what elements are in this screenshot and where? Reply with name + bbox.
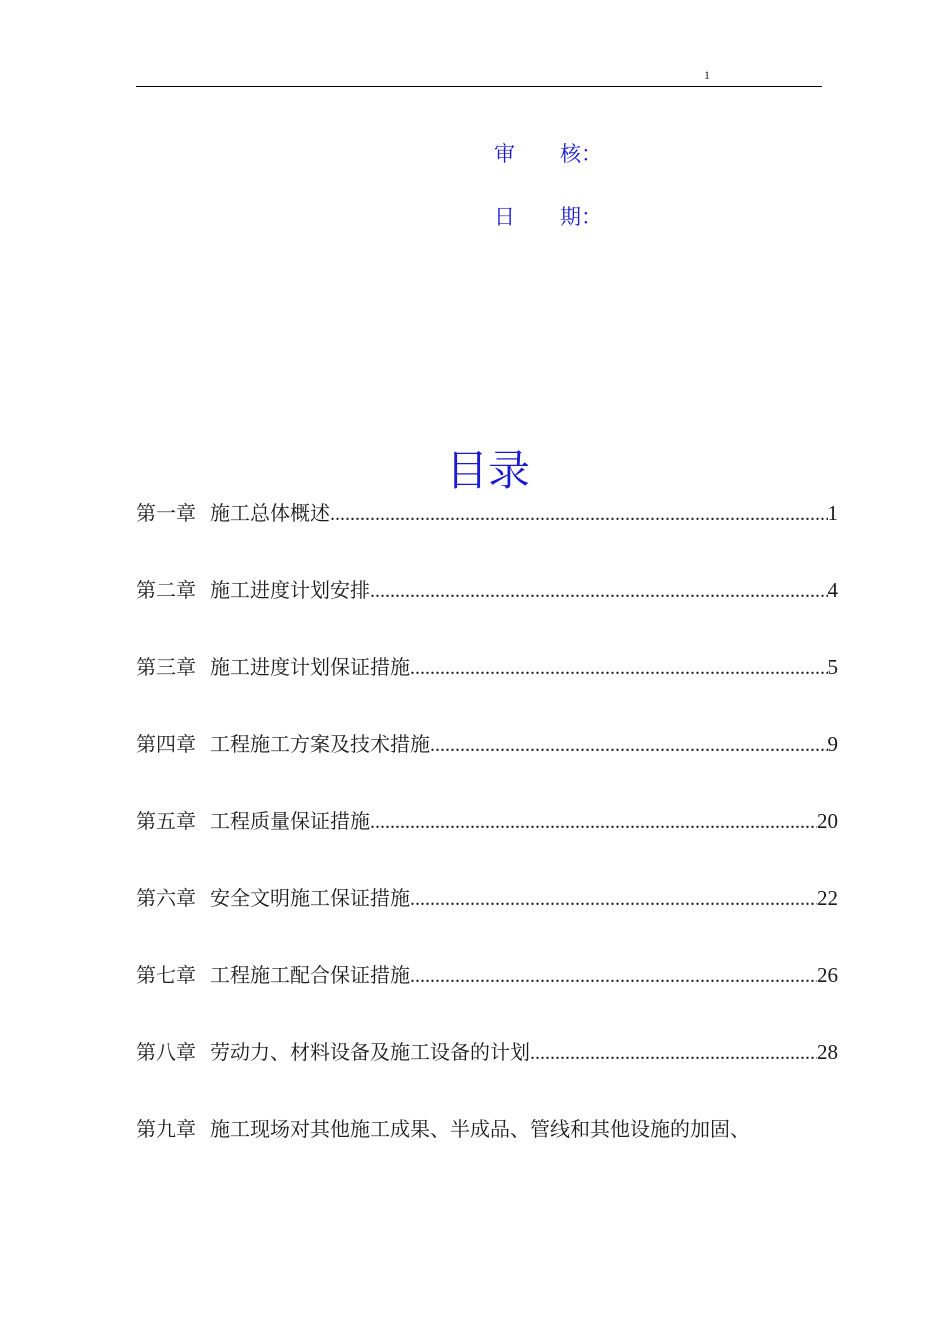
toc-chapter: 第九章 xyxy=(136,1117,196,1141)
review-row xyxy=(494,138,602,168)
toc-chapter: 第六章 xyxy=(136,886,196,910)
toc-entry[interactable] xyxy=(136,959,838,1036)
date-label-a: 日 xyxy=(494,205,515,229)
toc-entry[interactable] xyxy=(136,574,838,651)
header-rule xyxy=(136,86,822,87)
review-label-b: 核： xyxy=(560,142,602,166)
date-row xyxy=(494,201,602,231)
toc-page-number: 5 xyxy=(827,655,838,679)
toc-chapter: 第八章 xyxy=(136,1040,196,1064)
toc-leader xyxy=(370,580,828,603)
toc-leader xyxy=(370,811,817,834)
date-label-b: 期： xyxy=(560,205,602,229)
toc-chapter: 第一章 xyxy=(136,501,196,525)
toc-entry[interactable] xyxy=(136,882,838,959)
toc-entry-title: 工程质量保证措施 xyxy=(210,809,370,833)
toc-page-number: 26 xyxy=(817,963,838,987)
toc-leader xyxy=(410,657,828,680)
toc-page-number: 20 xyxy=(817,809,838,833)
toc-entry[interactable] xyxy=(136,1036,838,1113)
toc-entry-title: 安全文明施工保证措施 xyxy=(210,886,410,910)
toc-entry[interactable] xyxy=(136,651,838,728)
toc-chapter: 第三章 xyxy=(136,655,196,679)
toc-page-number: 9 xyxy=(827,732,838,756)
toc-entry-title: 施工进度计划保证措施 xyxy=(210,655,410,679)
toc-page-number: 4 xyxy=(827,578,838,602)
toc-entry-title: 工程施工配合保证措施 xyxy=(210,963,410,987)
toc-entry-title: 工程施工方案及技术措施 xyxy=(210,732,430,756)
toc-chapter: 第五章 xyxy=(136,809,196,833)
toc-leader xyxy=(430,734,828,757)
toc-entry[interactable] xyxy=(136,1113,838,1190)
toc-entry-title: 施工总体概述 xyxy=(210,501,330,525)
toc-entry-title: 施工现场对其他施工成果、半成品、管线和其他设施的加固、 xyxy=(210,1117,750,1141)
toc-entry[interactable] xyxy=(136,805,838,882)
toc-entry-title: 施工进度计划安排 xyxy=(210,578,370,602)
toc-chapter: 第七章 xyxy=(136,963,196,987)
toc-leader xyxy=(330,503,828,526)
toc-entry[interactable] xyxy=(136,497,838,574)
page-number: 1 xyxy=(704,68,710,82)
toc-page-number: 22 xyxy=(817,886,838,910)
toc-leader xyxy=(410,888,817,911)
toc-list xyxy=(136,497,838,1190)
toc-page-number: 28 xyxy=(817,1040,838,1064)
toc-entry-title: 劳动力、材料设备及施工设备的计划 xyxy=(210,1040,530,1064)
toc-chapter: 第四章 xyxy=(136,732,196,756)
toc-entry[interactable] xyxy=(136,728,838,805)
toc-page-number: 1 xyxy=(827,501,838,525)
toc-chapter: 第二章 xyxy=(136,578,196,602)
toc-leader xyxy=(530,1042,817,1065)
review-label-a: 审 xyxy=(494,142,515,166)
toc-leader xyxy=(410,965,817,988)
toc-title: 目录 xyxy=(445,446,530,495)
